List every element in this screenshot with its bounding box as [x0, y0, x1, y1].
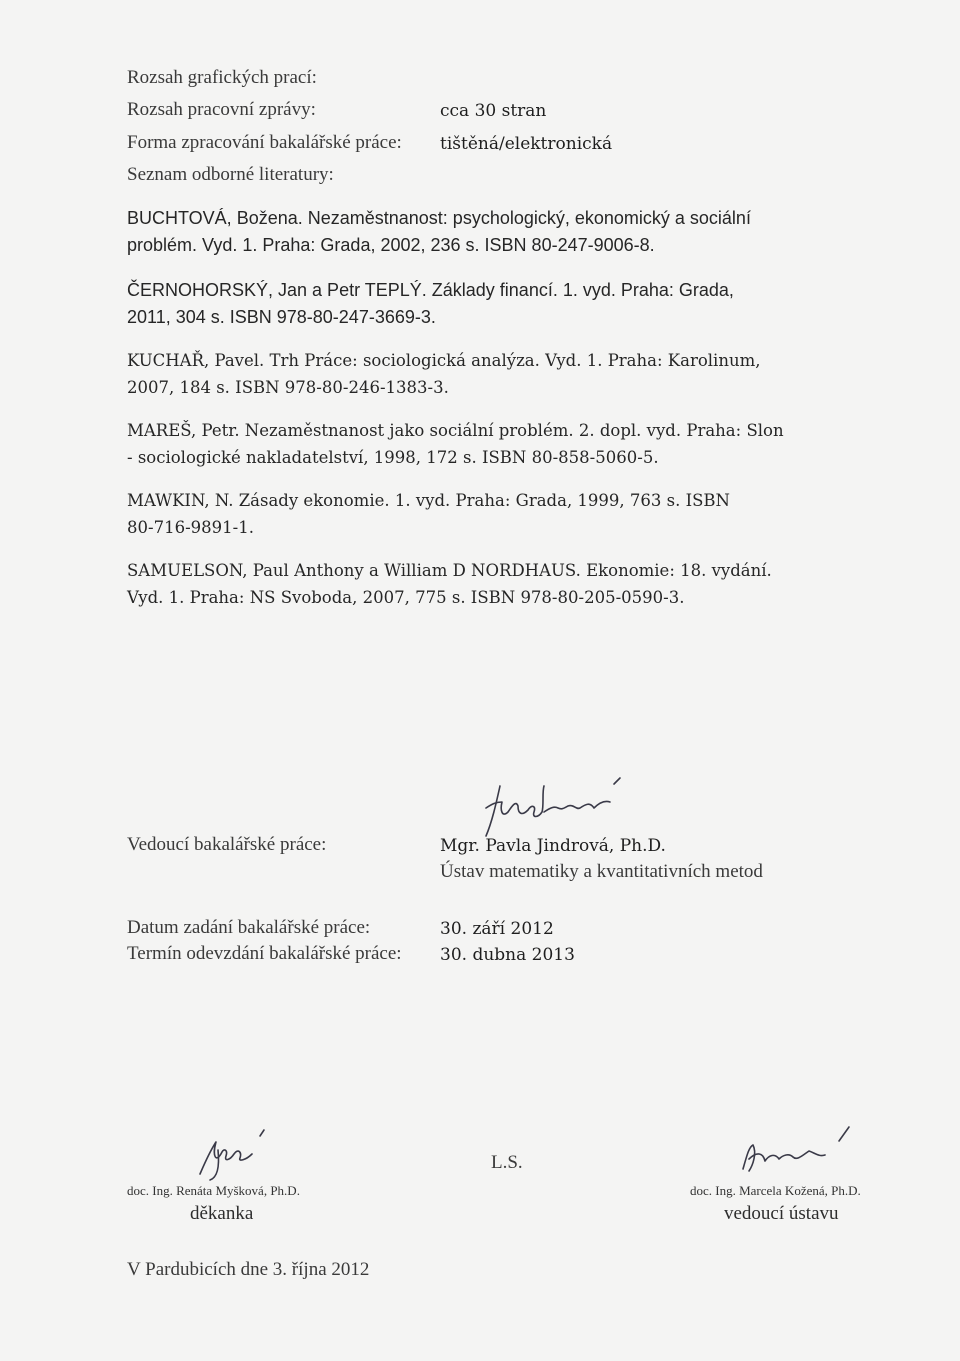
reference-item [127, 347, 897, 401]
field-label-graphic-scope: Rozsah grafických prací: [127, 67, 317, 88]
field-value-report-scope: cca 30 stran [440, 101, 547, 121]
reference-line: BUCHTOVÁ, Božena. Nezaměstnanost: psychologický, ekonomický a sociální [127, 208, 751, 228]
reference-item [127, 277, 897, 331]
reference-item [127, 205, 897, 259]
field-label-thesis-form: Forma zpracování bakalářské práce: [127, 132, 402, 153]
reference-item [127, 417, 897, 471]
dean-role: děkanka [190, 1203, 254, 1224]
reference-line: SAMUELSON, Paul Anthony a William D NORDHAUS. Ekonomie: 18. vydání. [127, 561, 772, 580]
reference-item [127, 557, 897, 611]
seal-label: L.S. [491, 1152, 523, 1173]
reference-line: 2011, 304 s. ISBN 978-80-247-3669-3. [127, 307, 436, 327]
dean-signature [190, 1130, 280, 1182]
supervisor-label: Vedoucí bakalářské práce: [127, 834, 327, 855]
reference-line: MAREŠ, Petr. Nezaměstnanost jako sociální problém. 2. dopl. vyd. Praha: Slon [127, 421, 784, 440]
reference-line: ČERNOHORSKÝ, Jan a Petr TEPLÝ. Základy financí. 1. vyd. Praha: Grada, [127, 280, 734, 300]
place-date: V Pardubicích dne 3. října 2012 [127, 1259, 370, 1280]
reference-line: problém. Vyd. 1. Praha: Grada, 2002, 236 s. ISBN 80-247-9006-8. [127, 235, 655, 255]
due-date-value: 30. dubna 2013 [440, 945, 575, 965]
supervisor-name: Mgr. Pavla Jindrová, Ph.D. [440, 836, 666, 856]
reference-line: KUCHAŘ, Pavel. Trh Práce: sociologická analýza. Vyd. 1. Praha: Karolinum, [127, 351, 761, 370]
assigned-date-label: Datum zadání bakalářské práce: [127, 917, 371, 938]
head-signature [735, 1125, 865, 1181]
reference-line: 2007, 184 s. ISBN 978-80-246-1383-3. [127, 378, 449, 397]
reference-line: - sociologické nakladatelství, 1998, 172 s. ISBN 80-858-5060-5. [127, 448, 659, 467]
reference-line: MAWKIN, N. Zásady ekonomie. 1. vyd. Praha: Grada, 1999, 763 s. ISBN [127, 491, 730, 510]
field-label-literature: Seznam odborné literatury: [127, 164, 334, 185]
reference-item [127, 487, 897, 541]
reference-line: 80-716-9891-1. [127, 518, 254, 537]
due-date-label: Termín odevzdání bakalářské práce: [127, 943, 402, 964]
head-name: doc. Ing. Marcela Kožená, Ph.D. [690, 1183, 861, 1198]
reference-line: Vyd. 1. Praha: NS Svoboda, 2007, 775 s. ISBN 978-80-205-0590-3. [127, 588, 685, 607]
assigned-date-value: 30. září 2012 [440, 919, 554, 939]
supervisor-department: Ústav matematiky a kvantitativních metod [440, 861, 763, 882]
supervisor-signature [478, 778, 638, 840]
dean-name: doc. Ing. Renáta Myšková, Ph.D. [127, 1183, 300, 1198]
field-value-thesis-form: tištěná/elektronická [440, 134, 613, 154]
field-label-report-scope: Rozsah pracovní zprávy: [127, 99, 316, 120]
head-role: vedoucí ústavu [724, 1203, 839, 1224]
